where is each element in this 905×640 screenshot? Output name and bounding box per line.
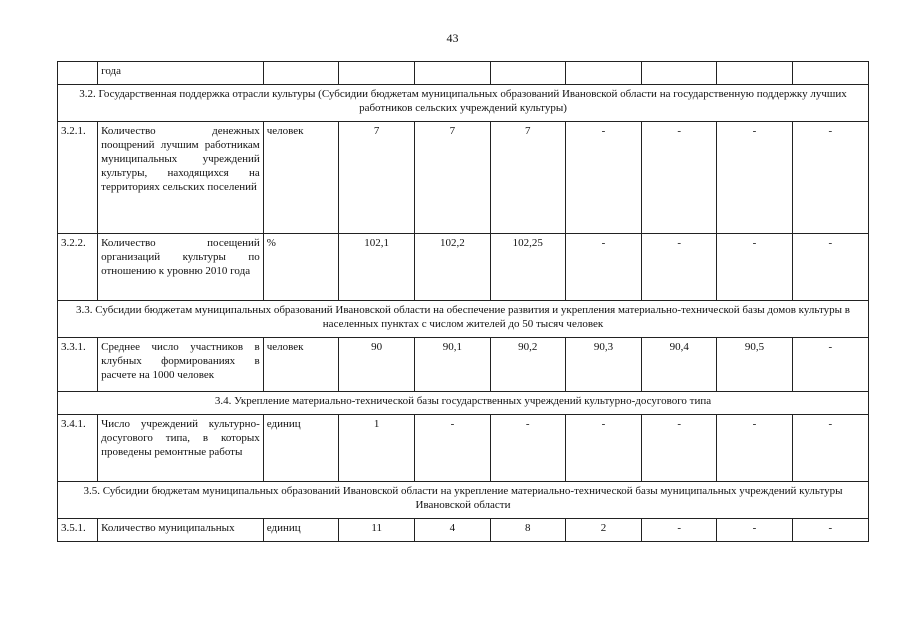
indicator-name: Количество посещений организаций культуры по отношению к уровню 2010 года (98, 234, 264, 301)
value-cell: 2 (565, 519, 641, 542)
value-cell: - (792, 415, 868, 482)
table-row (58, 62, 869, 85)
value-cell: 7 (490, 122, 565, 234)
unit-cell: единиц (263, 415, 338, 482)
value-cell: - (415, 415, 490, 482)
row-number: 3.2.2. (58, 234, 98, 301)
value-cell: - (642, 519, 717, 542)
value-cell: 102,2 (415, 234, 490, 301)
value-cell: - (642, 234, 717, 301)
value-cell: 90,1 (415, 338, 490, 392)
value-cell: 90,3 (565, 338, 641, 392)
indicator-name: года (98, 62, 264, 85)
section-row (58, 482, 869, 519)
table-row (58, 338, 869, 392)
indicator-name: Среднее число участников в клубных формированиях в расчете на 1000 человек (98, 338, 264, 392)
value-cell: - (717, 415, 792, 482)
value-cell: - (792, 338, 868, 392)
unit-cell: % (263, 234, 338, 301)
section-title: 3.4. Укрепление материально-технической базы государственных учреждений культурно-досугового типа (58, 392, 869, 415)
value-cell: 90,2 (490, 338, 565, 392)
value-cell: - (792, 519, 868, 542)
value-cell: - (792, 122, 868, 234)
value-cell: 7 (339, 122, 415, 234)
value-cell: 102,25 (490, 234, 565, 301)
value-cell: 1 (339, 415, 415, 482)
section-row (58, 392, 869, 415)
value-cell: - (792, 234, 868, 301)
page-number: 43 (446, 31, 459, 45)
value-cell: - (642, 415, 717, 482)
unit-cell: единиц (263, 519, 338, 542)
value-cell: 8 (490, 519, 565, 542)
value-cell: - (717, 519, 792, 542)
indicator-name: Число учреждений культурно-досугового типа, в которых проведены ремонтные работы (98, 415, 264, 482)
section-title: 3.3. Субсидии бюджетам муниципальных образований Ивановской области на обеспечение развития и укрепления материально-технической базы домов культуры в населенных пунктах с числом жителей до 50 тысяч человек (58, 301, 869, 338)
value-cell: - (717, 122, 792, 234)
section-row (58, 85, 869, 122)
row-number: 3.3.1. (58, 338, 98, 392)
indicator-name: Количество денежных поощрений лучшим работникам муниципальных учреждений культуры, находящихся на территориях сельских поселений (98, 122, 264, 234)
indicator-name: Количество муниципальных (98, 519, 264, 542)
value-cell: - (642, 122, 717, 234)
value-cell: - (717, 234, 792, 301)
value-cell: 11 (339, 519, 415, 542)
value-cell: 90,4 (642, 338, 717, 392)
value-cell: - (490, 415, 565, 482)
table-row (58, 519, 869, 542)
table-row (58, 234, 869, 301)
section-row (58, 301, 869, 338)
unit-cell: человек (263, 122, 338, 234)
row-number: 3.5.1. (58, 519, 98, 542)
row-number: 3.2.1. (58, 122, 98, 234)
value-cell: 90 (339, 338, 415, 392)
value-cell: 90,5 (717, 338, 792, 392)
row-number: 3.4.1. (58, 415, 98, 482)
table-row (58, 122, 869, 234)
indicators-table (57, 61, 869, 542)
section-title: 3.2. Государственная поддержка отрасли культуры (Субсидии бюджетам муниципальных образований Ивановской области на государственную поддержку лучших работников сельских учреждений культуры) (58, 85, 869, 122)
value-cell: 7 (415, 122, 490, 234)
value-cell: - (565, 234, 641, 301)
value-cell: 102,1 (339, 234, 415, 301)
value-cell: - (565, 122, 641, 234)
row-number (58, 62, 98, 85)
section-title: 3.5. Субсидии бюджетам муниципальных образований Ивановской области на укрепление материально-технической базы муниципальных учреждений культуры Ивановской области (58, 482, 869, 519)
unit-cell: человек (263, 338, 338, 392)
table-row (58, 415, 869, 482)
value-cell: 4 (415, 519, 490, 542)
value-cell: - (565, 415, 641, 482)
